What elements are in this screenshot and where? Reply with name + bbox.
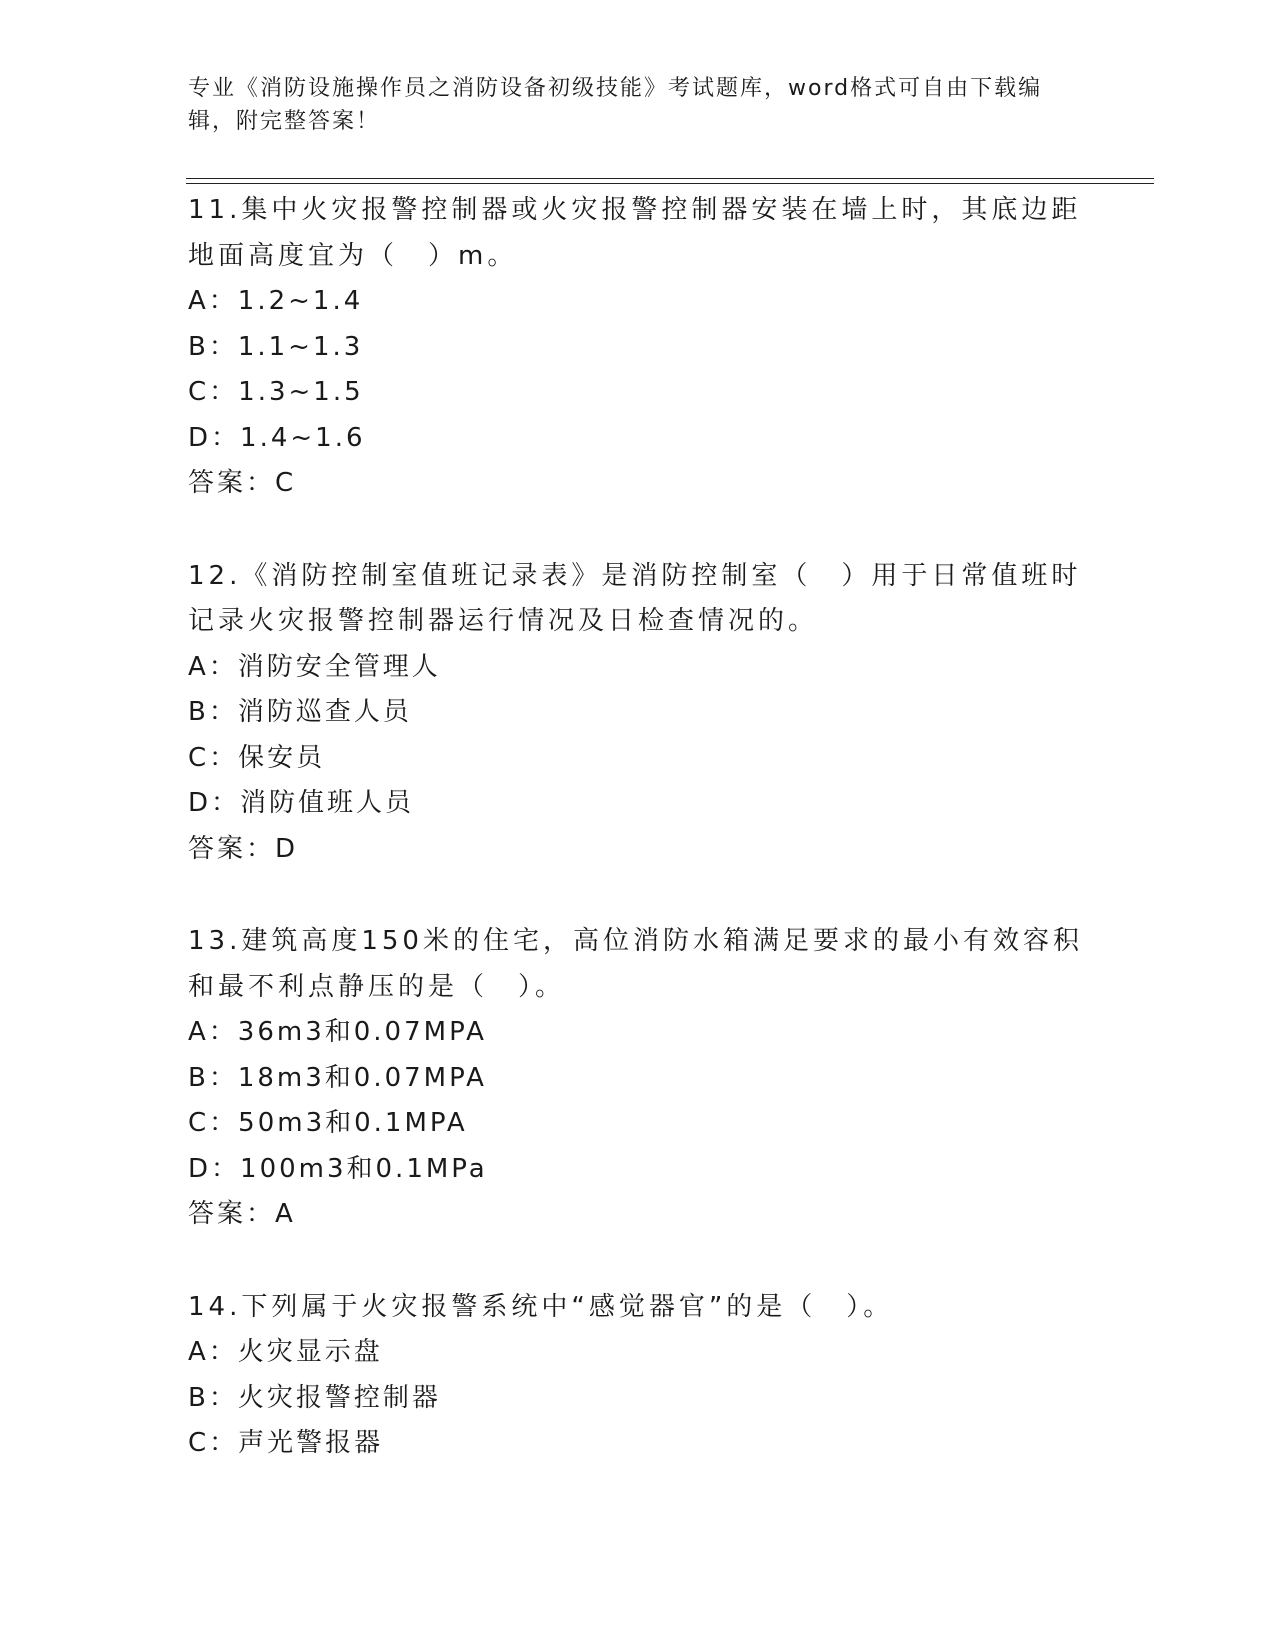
option-c: C：50m3和0.1MPA (188, 1108, 468, 1138)
answer-label: 答案： (188, 1199, 276, 1229)
option-c: C：保安员 (188, 742, 326, 773)
option-a: A：消防安全管理人 (188, 651, 441, 682)
document-header: 专业《消防设施操作员之消防设备初级技能》考试题库，word格式可自由下载编辑，附完整答案！ (188, 76, 1043, 134)
option-d: D：1.4~1.6 (188, 422, 366, 453)
question-stem: 14.下列属于火灾报警系统中“感觉器官”的是（ ）。 (188, 1291, 894, 1322)
option-b: B：火灾报警控制器 (188, 1382, 441, 1413)
option-a: A：火灾显示盘 (188, 1337, 383, 1367)
question-11 (188, 188, 1088, 507)
answer-value: D (275, 833, 297, 864)
question-stem: 11.集中火灾报警控制器或火灾报警控制器安装在墙上时，其底边距地面高度宜为（ ）m。 (188, 195, 1082, 271)
answer-value: A (275, 1199, 294, 1229)
question-stem: 12.《消防控制室值班记录表》是消防控制室（ ）用于日常值班时记录火灾报警控制器运行情况及日检查情况的。 (188, 560, 1082, 636)
answer-value: C (275, 468, 295, 498)
option-b: B：1.1~1.3 (188, 331, 364, 362)
question-13 (188, 919, 1088, 1238)
header-divider-bottom (186, 183, 1154, 184)
answer-line (188, 461, 1088, 507)
option-c: C：声光警报器 (188, 1428, 384, 1458)
answer-label: 答案： (188, 468, 276, 498)
question-list (188, 188, 1088, 1467)
option-c: C：1.3~1.5 (188, 377, 364, 407)
question-stem: 13.建筑高度150米的住宅，高位消防水箱满足要求的最小有效容积和最不利点静压的是（ ）。 (188, 926, 1083, 1002)
question-14 (188, 1285, 1088, 1467)
option-b: B：18m3和0.07MPA (188, 1062, 487, 1093)
answer-label: 答案： (188, 833, 276, 864)
option-a: A：36m3和0.07MPA (188, 1017, 487, 1047)
header-divider-top (186, 178, 1154, 179)
answer-line (188, 1192, 1088, 1238)
option-b: B：消防巡查人员 (188, 697, 412, 727)
answer-line (188, 827, 1088, 873)
option-d: D：100m3和0.1MPa (188, 1153, 488, 1184)
option-a: A：1.2~1.4 (188, 286, 364, 316)
option-d: D：消防值班人员 (188, 788, 415, 818)
question-12 (188, 554, 1088, 873)
